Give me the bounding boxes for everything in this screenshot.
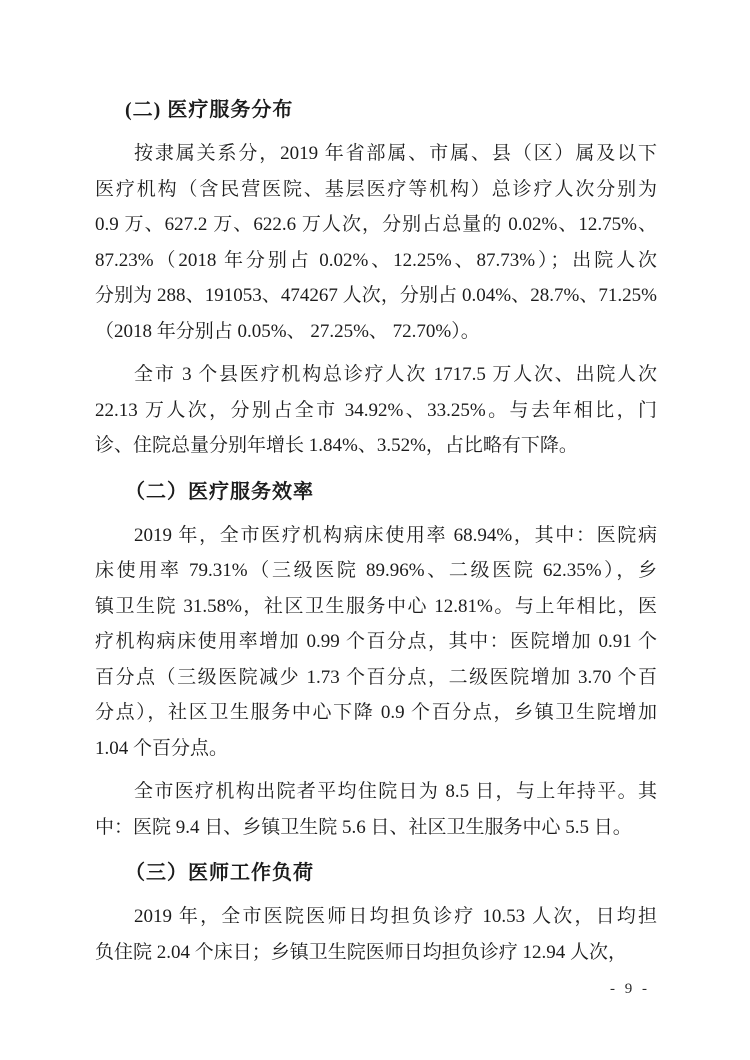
section-heading: (二) 医疗服务分布 xyxy=(125,99,294,121)
text-line: 诊、住院总量分别年增长 1.84%、3.52%，占比略有下降。 xyxy=(95,435,578,456)
text-line: 医疗机构（含民营医院、基层医疗等机构）总诊疗人次分别为 xyxy=(95,178,657,200)
paragraph xyxy=(95,357,657,464)
document-content xyxy=(95,92,657,970)
paragraph xyxy=(95,136,657,349)
text-line: 全市医疗机构出院者平均住院日为 8.5 日，与上年持平。其 xyxy=(134,781,657,802)
text-line: 22.13 万人次，分别占全市 34.92%、33.25%。与去年相比，门 xyxy=(95,399,657,421)
text-line: 床使用率 79.31%（三级医院 89.96%、二级医院 62.35%），乡 xyxy=(95,560,657,581)
text-line: 负住院 2.04 个床日；乡镇卫生院医师日均担负诊疗 12.94 人次， xyxy=(95,941,628,963)
paragraph xyxy=(95,518,657,767)
paragraph xyxy=(95,899,657,970)
section-heading: （二）医疗服务效率 xyxy=(125,480,314,503)
text-line: 按隶属关系分，2019 年省部属、市属、县（区）属及以下 xyxy=(134,143,657,164)
text-line: 1.04 个百分点。 xyxy=(95,737,229,759)
text-line: 百分点（三级医院减少 1.73 个百分点，二级医院增加 3.70 个百 xyxy=(95,666,657,688)
page-footer xyxy=(0,981,750,1005)
paragraph xyxy=(95,774,657,845)
page-number: - 9 - xyxy=(610,981,650,997)
text-line: 中：医院 9.4 日、乡镇卫生院 5.6 日、社区卫生服务中心 5.5 日。 xyxy=(95,816,632,838)
text-line: 0.9 万、627.2 万、622.6 万人次，分别占总量的 0.02%、12.75%、 xyxy=(95,214,657,235)
text-line: 镇卫生院 31.58%，社区卫生服务中心 12.81%。与上年相比，医 xyxy=(95,595,657,617)
section-heading: （三）医师工作负荷 xyxy=(125,862,314,884)
text-line: 疗机构病床使用率增加 0.99 个百分点，其中：医院增加 0.91 个 xyxy=(95,631,657,652)
text-line: 2019 年，全市医疗机构病床使用率 68.94%，其中：医院病 xyxy=(134,524,657,546)
text-line: 全市 3 个县医疗机构总诊疗人次 1717.5 万人次、出院人次 xyxy=(134,364,657,385)
text-line: （2018 年分别占 0.05%、 27.25%、 72.70%）。 xyxy=(95,320,480,342)
text-line: 2019 年，全市医院医师日均担负诊疗 10.53 人次，日均担 xyxy=(134,906,657,927)
text-line: 87.23%（2018 年分别占 0.02%、12.25%、87.73%）；出院人次 xyxy=(95,249,657,271)
text-line: 分点），社区卫生服务中心下降 0.9 个百分点，乡镇卫生院增加 xyxy=(95,702,657,723)
text-line: 分别为 288、191053、474267 人次，分别占 0.04%、28.7%、71.25% xyxy=(95,285,657,306)
